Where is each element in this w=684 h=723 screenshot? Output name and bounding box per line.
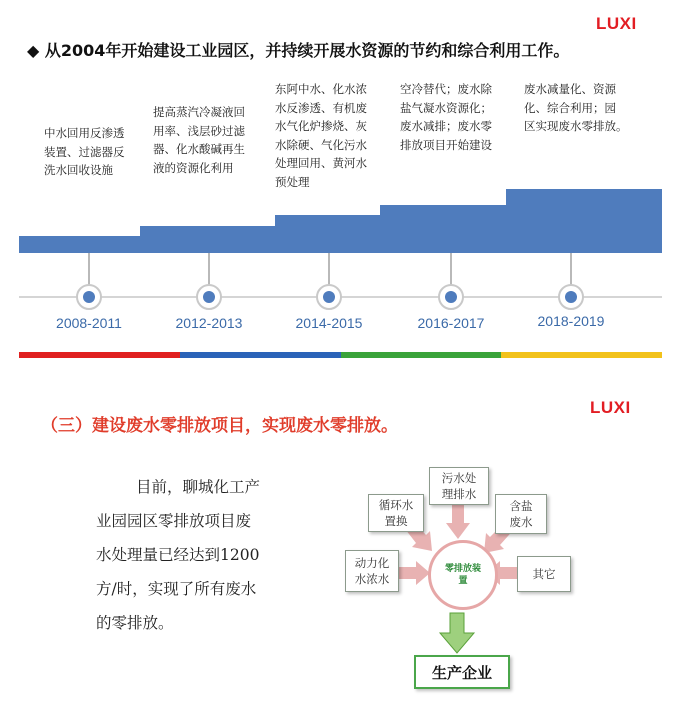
timeline-stem-3 bbox=[328, 253, 330, 285]
year-label-4: 2016-2017 bbox=[417, 315, 485, 331]
timeline-node-3 bbox=[316, 284, 342, 310]
period-1-description: 中水回用反渗透 装置、过滤器反 洗水回收设施 bbox=[44, 126, 125, 177]
timeline-step-2 bbox=[140, 226, 276, 253]
brand-logo: LUXI bbox=[596, 14, 637, 33]
period-5-description: 废水减量化、资源 化、综合利用；园 区实现废水零排放。 bbox=[524, 82, 628, 133]
section1-title: ◆ 从2004年开始建设工业园区，并持续开展水资源的节约和综合利用工作。 bbox=[27, 41, 570, 60]
timeline-stem-5 bbox=[570, 253, 572, 285]
period-3-description: 东阿中水、化水浓 水反渗透、有机废 水气化炉掺烧、灰 水除硬、气化污水 处理回用、黄河水 预处理 bbox=[275, 82, 367, 189]
year-label-3: 2014-2015 bbox=[295, 315, 363, 331]
timeline-step-1 bbox=[19, 236, 141, 253]
color-bar-red bbox=[19, 352, 180, 358]
year-label-1: 2008-2011 bbox=[56, 315, 122, 331]
brand-logo-2: LUXI bbox=[590, 398, 631, 417]
timeline-stem-1 bbox=[88, 253, 90, 285]
color-bar-blue bbox=[180, 352, 341, 358]
timeline-stem-4 bbox=[450, 253, 452, 285]
year-label-5: 2018-2019 bbox=[537, 313, 605, 329]
arrow-sewage bbox=[446, 503, 470, 539]
year-label-2: 2012-2013 bbox=[175, 315, 243, 331]
input-power-box: 动力化 水浓水 bbox=[345, 550, 399, 592]
input-circulating-box: 循环水 置换 bbox=[368, 494, 424, 532]
timeline-node-2 bbox=[196, 284, 222, 310]
input-salt-box: 含盐 废水 bbox=[495, 494, 547, 534]
timeline-step-5 bbox=[506, 189, 662, 253]
color-bar-yellow bbox=[501, 352, 662, 358]
timeline-node-5 bbox=[558, 284, 584, 310]
output-enterprise-box: 生产企业 bbox=[414, 655, 510, 689]
arrow-power bbox=[398, 561, 430, 585]
timeline-step-3 bbox=[275, 215, 381, 253]
arrow-output bbox=[440, 613, 474, 653]
color-bar-green bbox=[341, 352, 501, 358]
timeline-stem-2 bbox=[208, 253, 210, 285]
period-2-description: 提高蒸汽冷凝液回 用率、浅层砂过滤 器、化水酸碱再生 液的资源化利用 bbox=[153, 105, 245, 175]
input-other-box: 其它 bbox=[517, 556, 571, 592]
timeline-step-4 bbox=[380, 205, 507, 253]
timeline-node-4 bbox=[438, 284, 464, 310]
timeline-node-1 bbox=[76, 284, 102, 310]
section2-title: （三）建设废水零排放项目，实现废水零排放。 bbox=[41, 416, 398, 436]
input-sewage-box: 污水处 理排水 bbox=[429, 467, 489, 505]
period-4-description: 空冷替代；废水除 盐气凝水资源化； 废水减排；废水零 排放项目开始建设 bbox=[400, 82, 492, 152]
zero-discharge-center: 零排放装 置 bbox=[428, 540, 498, 610]
zero-discharge-paragraph: 目前，聊城化工产 业园园区零排放项目废 水处理量已经达到1200 方/时，实现了所有废水 的零排放。 bbox=[96, 478, 261, 632]
